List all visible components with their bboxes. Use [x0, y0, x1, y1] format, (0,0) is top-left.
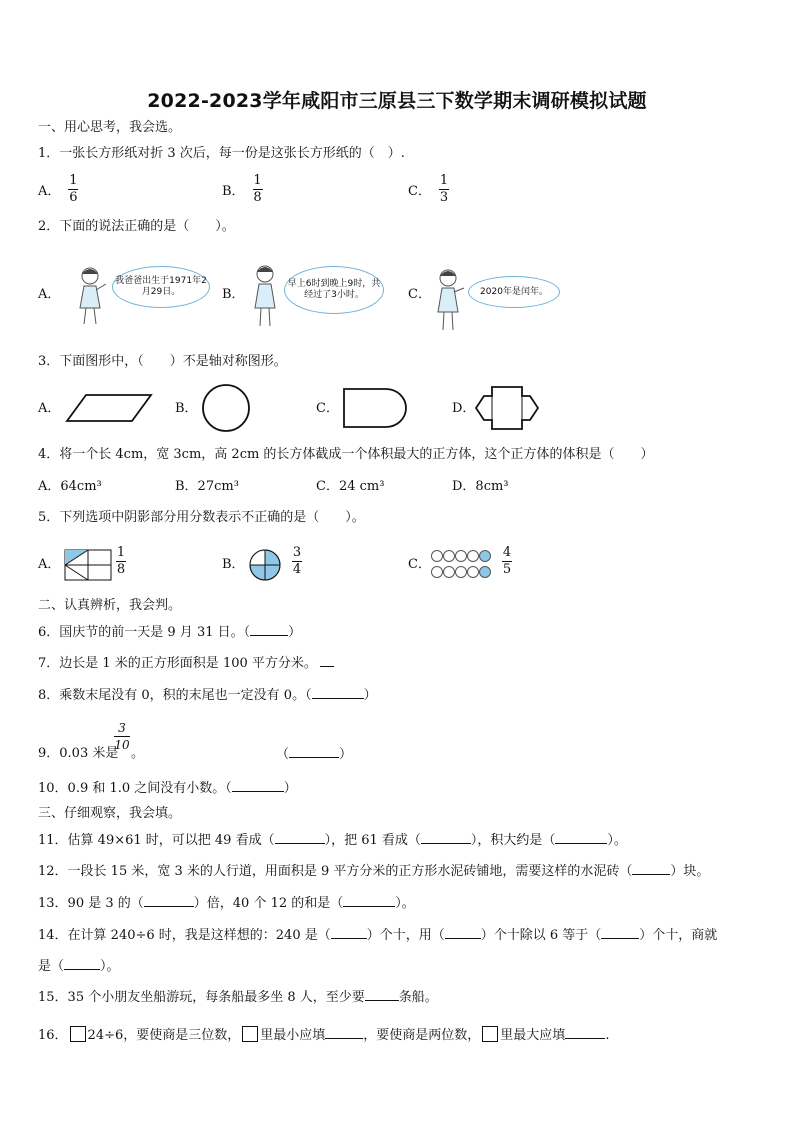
q5-option-a-label[interactable]: A． — [38, 557, 61, 572]
speech-bubble-b: 早上6时到晚上9时，共经过了3小时。 — [284, 266, 384, 314]
answer-blank[interactable] — [445, 926, 481, 939]
section-heading-3: 三、仔细观察，我会填。 — [38, 806, 182, 821]
q9-fraction: 3 10 — [114, 721, 130, 752]
question-12: 12．一段长 15 米，宽 3 米的人行道，用面积是 9 平方分米的正方形水泥砖铺地，需要这样的水泥砖（ ）块。 — [38, 864, 710, 879]
q1-option-c[interactable] — [408, 174, 449, 205]
question-5: 5．下列选项中阴影部分用分数表示不正确的是（ ）。 — [38, 510, 365, 525]
q4-option-d[interactable]: D．8cm³ — [452, 479, 509, 494]
q2-option-a-label[interactable]: A． — [38, 287, 61, 302]
answer-blank[interactable] — [565, 1026, 605, 1039]
circle-shape — [200, 384, 254, 432]
q3-option-d-label[interactable]: D． — [452, 401, 476, 416]
option-label: C． — [408, 184, 431, 199]
answer-blank[interactable] — [289, 745, 339, 758]
girl-figure-b — [248, 262, 282, 330]
girl-figure-c — [432, 266, 468, 334]
q9-answer: （ ） — [276, 747, 353, 762]
answer-blank[interactable] — [632, 862, 670, 875]
answer-blank[interactable] — [312, 686, 364, 699]
q2-option-c-label[interactable]: C． — [408, 287, 431, 302]
q1-option-a[interactable] — [38, 174, 78, 205]
q4-option-a[interactable]: A．64cm³ — [38, 479, 102, 494]
d-shape — [340, 386, 412, 430]
question-7: 7．边长是 1 米的正方形面积是 100 平方分米。 — [38, 654, 334, 673]
answer-blank[interactable] — [331, 926, 367, 939]
option-label: A． — [38, 184, 61, 199]
answer-blank[interactable] — [275, 831, 325, 844]
q1-option-b[interactable] — [222, 174, 263, 205]
answer-blank[interactable] — [601, 926, 639, 939]
speech-bubble-a: 我爸爸出生于1971年2月29日。 — [112, 266, 210, 308]
question-13: 13．90 是 3 的（ ）倍，40 个 12 的和是（ ）。 — [38, 896, 415, 911]
question-11: 11．估算 49×61 时，可以把 49 看成（ ），把 61 看成（ ），积大约是（ ）。 — [38, 833, 627, 848]
question-1: 1．一张长方形纸对折 3 次后，每一份是这张长方形纸的（ ）. — [38, 146, 405, 161]
fraction: $\frac{1}{6}$ — [69, 173, 78, 205]
question-14-cont: 是（ ）。 — [38, 959, 120, 974]
question-6: 6．国庆节的前一天是 9 月 31 日。（ ） — [38, 625, 302, 640]
question-16: 16． 24÷6，要使商是三位数， 里最小应填 ，要使商是两位数， 里最大应填 . — [38, 1028, 610, 1043]
section-heading-1: 一、用心思考，我会选。 — [38, 120, 182, 135]
q2-option-b-label[interactable]: B． — [222, 287, 245, 302]
answer-blank[interactable] — [320, 654, 334, 667]
digit-box[interactable] — [482, 1026, 498, 1042]
circle-quarters-figure — [248, 548, 282, 582]
q5-option-c-label[interactable]: C． — [408, 557, 431, 572]
answer-blank[interactable] — [365, 988, 399, 1001]
question-2: 2．下面的说法正确的是（ ）。 — [38, 219, 235, 234]
q5-fraction-b: 3 4 — [292, 545, 302, 577]
question-10: 10．0.9 和 1.0 之间没有小数。（ ） — [38, 781, 297, 796]
page-title: 2022-2023学年咸阳市三原县三下数学期末调研模拟试题 — [147, 90, 647, 112]
digit-box[interactable] — [70, 1026, 86, 1042]
double-arrow-shape — [474, 384, 540, 432]
answer-blank[interactable] — [232, 779, 284, 792]
girl-figure-a — [72, 264, 110, 328]
speech-bubble-c: 2020年是闰年。 — [468, 276, 560, 308]
parallelogram-shape — [64, 392, 154, 424]
q4-option-c[interactable]: C．24 cm³ — [316, 479, 385, 494]
q5-fraction-a: 1 8 — [116, 545, 126, 577]
answer-blank[interactable] — [325, 1026, 363, 1039]
q5-option-b-label[interactable]: B． — [222, 557, 245, 572]
answer-blank[interactable] — [555, 831, 607, 844]
q9-end-mark: 。 — [131, 746, 145, 761]
question-3: 3．下面图形中，（ ）不是轴对称图形。 — [38, 354, 287, 369]
answer-blank[interactable] — [421, 831, 471, 844]
question-15: 15．35 个小朋友坐船游玩，每条船最多坐 8 人，至少要 条船。 — [38, 990, 438, 1005]
q4-option-b[interactable]: B．27cm³ — [175, 479, 239, 494]
q5-fraction-c: 4 5 — [502, 545, 512, 577]
rectangle-grid-figure — [64, 549, 112, 581]
fraction: $\frac{1}{8}$ — [253, 173, 262, 205]
fraction: $\frac{1}{3}$ — [439, 173, 449, 205]
question-8: 8．乘数末尾没有 0，积的末尾也一定没有 0。（ ） — [38, 688, 377, 703]
q3-option-b-label[interactable]: B． — [175, 401, 198, 416]
answer-blank[interactable] — [343, 894, 395, 907]
q3-option-c-label[interactable]: C． — [316, 401, 339, 416]
section-heading-2: 二、认真辨析，我会判。 — [38, 598, 182, 613]
answer-blank[interactable] — [250, 623, 288, 636]
option-label: B． — [222, 184, 245, 199]
q3-option-a-label[interactable]: A． — [38, 401, 61, 416]
answer-blank[interactable] — [144, 894, 194, 907]
question-9: 9．0.03 米是 — [38, 746, 119, 761]
digit-box[interactable] — [242, 1026, 258, 1042]
dots-figure — [430, 548, 500, 580]
question-4: 4．将一个长 4cm，宽 3cm，高 2cm 的长方体截成一个体积最大的正方体，这个正方体的体积是（ ） — [38, 447, 654, 462]
answer-blank[interactable] — [64, 957, 100, 970]
question-14: 14．在计算 240÷6 时，我是这样想的：240 是（ ）个十，用（ ）个十除以 6 等于（ ）个十，商就 — [38, 928, 718, 943]
